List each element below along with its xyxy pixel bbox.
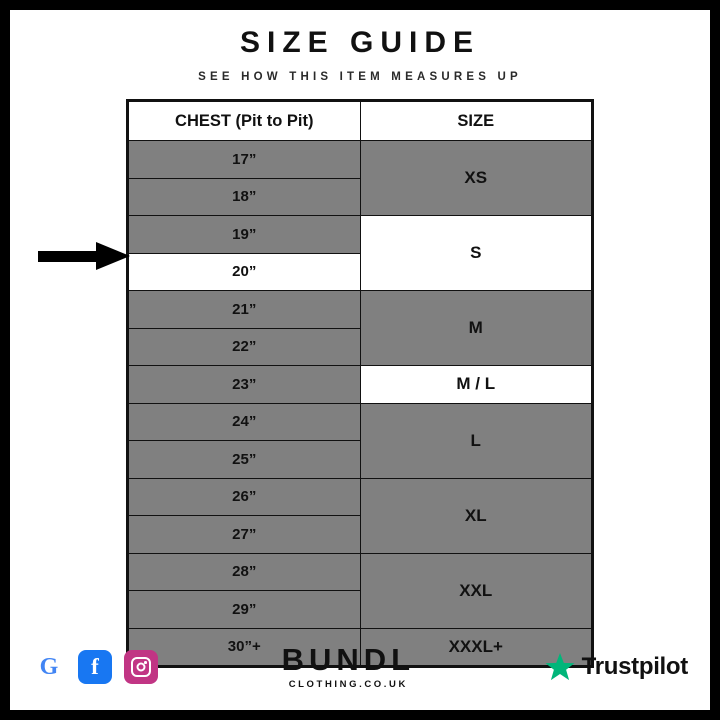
size-cell-xs: XS [360,141,592,216]
instagram-lens [137,663,146,672]
chest-cell: 18” [129,178,361,216]
chest-cell: 24” [129,403,361,441]
facebook-icon[interactable]: f [78,650,112,684]
size-cell-xl: XL [360,478,592,553]
size-cell-l: L [360,403,592,478]
column-header-chest: CHEST (Pit to Pit) [129,102,361,141]
size-cell-m: M [360,291,592,366]
brand-logo [282,644,416,690]
social-links [32,650,158,684]
chest-cell: 26” [129,478,361,516]
table-row [129,141,592,179]
chest-cell: 23” [129,366,361,404]
chest-cell: 29” [129,591,361,629]
size-cell-s: S [360,216,592,291]
table-row [129,403,592,441]
size-table [128,101,592,666]
table-row [129,291,592,329]
chest-cell: 25” [129,441,361,479]
chest-cell-selected: 20” [129,253,361,291]
chest-cell: 19” [129,216,361,254]
star-icon [545,652,575,682]
chest-cell: 17” [129,141,361,179]
instagram-frame [131,657,151,677]
page-subtitle: SEE HOW THIS ITEM MEASURES UP [198,71,522,83]
right-arrow-icon [38,242,130,270]
column-header-size: SIZE [360,102,592,141]
google-icon[interactable]: G [32,650,66,684]
table-row [129,478,592,516]
trustpilot-label: Trustpilot [581,653,688,680]
size-cell-xxl: XXL [360,553,592,628]
table-row [129,366,592,404]
footer [10,638,710,696]
chest-cell: 21” [129,291,361,329]
trustpilot-badge[interactable] [545,652,688,682]
brand-website: CLOTHING.CO.UK [288,679,408,690]
chest-cell: 28” [129,553,361,591]
size-guide-card [10,10,710,710]
chest-cell: 30”+ [129,628,361,666]
brand-name: BUNDL [281,642,416,677]
table-row [129,216,592,254]
size-cell-xxxl: XXXL+ [360,628,592,666]
instagram-dot [144,661,147,664]
chest-cell: 27” [129,516,361,554]
size-cell-ml: M / L [360,366,592,404]
size-table-wrapper [126,99,594,668]
table-header-row [129,102,592,141]
chest-cell: 22” [129,328,361,366]
instagram-icon[interactable] [124,650,158,684]
page-title: SIZE GUIDE [239,26,481,59]
table-row [129,553,592,591]
